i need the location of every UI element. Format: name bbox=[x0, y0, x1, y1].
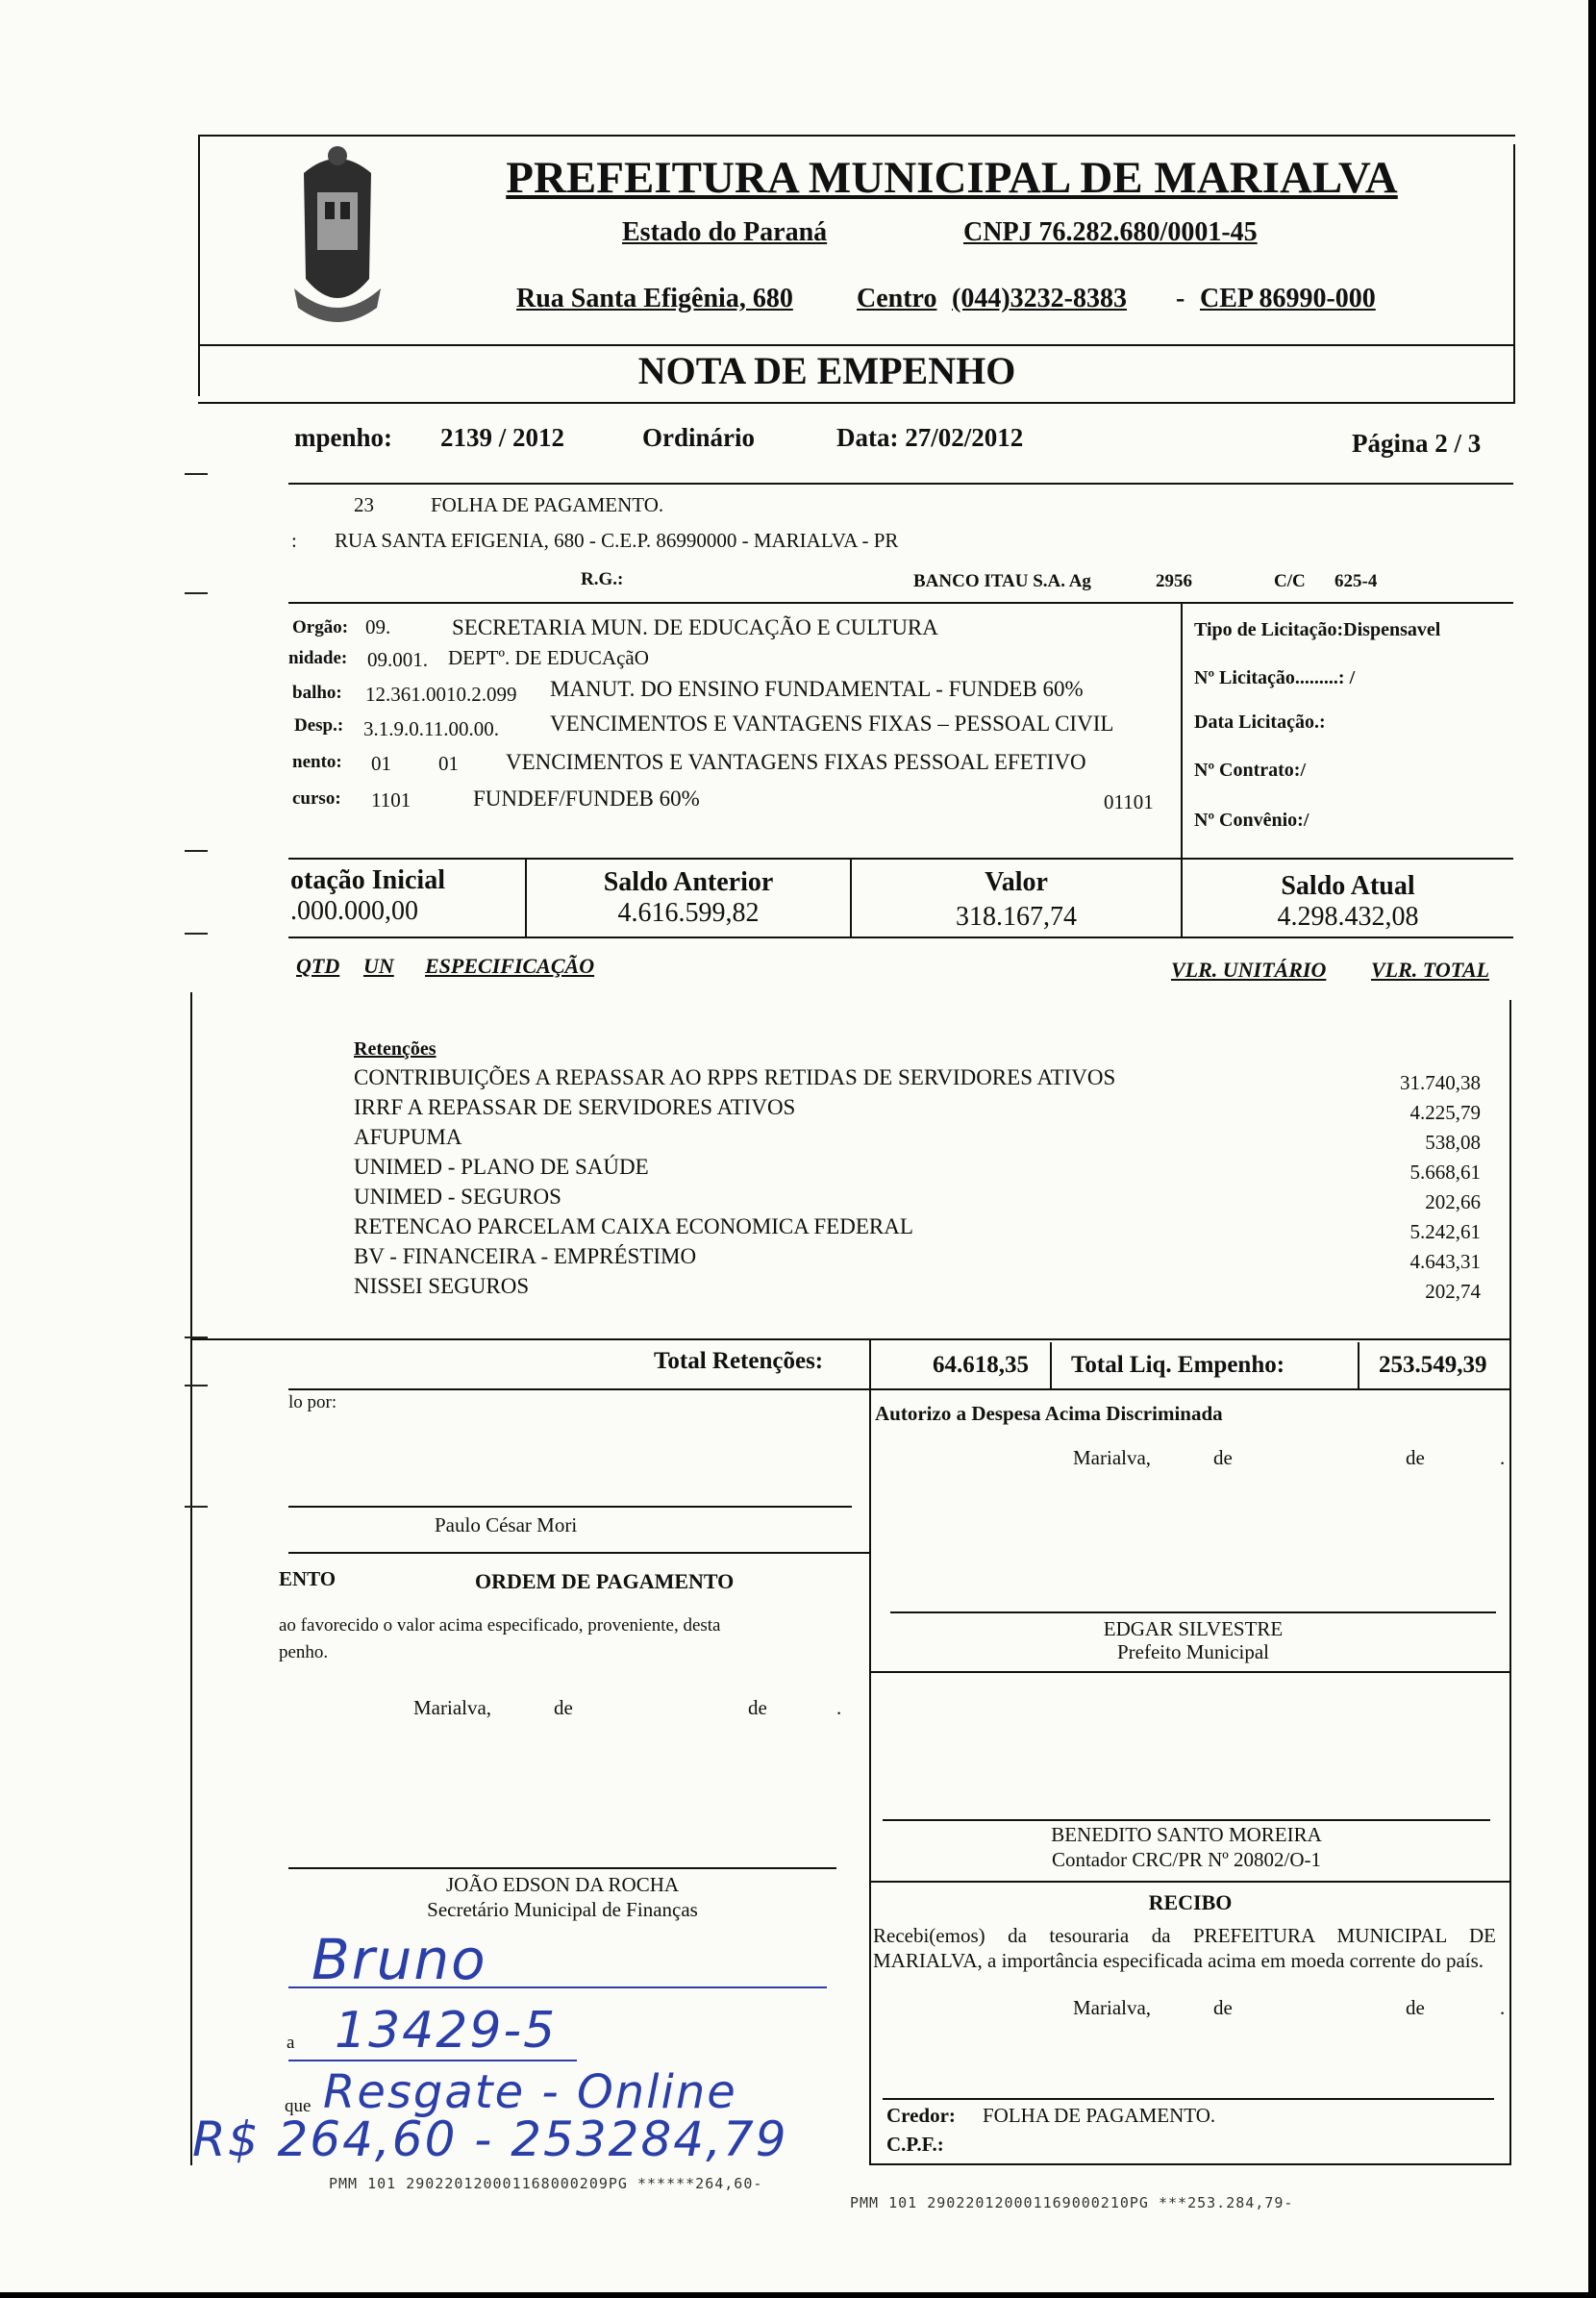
recurso-extra: 01101 bbox=[1104, 790, 1154, 813]
creditor-name: FOLHA DE PAGAMENTO. bbox=[431, 493, 664, 516]
recibo-de-1: de bbox=[1213, 1996, 1233, 2019]
ordem-text-2: penho. bbox=[279, 1642, 329, 1662]
saldo-anterior-value: 4.616.599,82 bbox=[617, 898, 760, 928]
contrato-number: Nº Contrato:/ bbox=[1194, 760, 1307, 781]
document-title: NOTA DE EMPENHO bbox=[637, 349, 1016, 392]
recibo-de-2: de bbox=[1406, 1996, 1425, 2019]
trabalho-label: balho: bbox=[292, 683, 342, 703]
creditor-code: 23 bbox=[354, 493, 374, 516]
unidade-label: nidade: bbox=[288, 648, 348, 668]
handwritten-amounts: R$ 264,60 - 253284,79 bbox=[192, 2111, 788, 2167]
convenio-number: Nº Convênio:/ bbox=[1194, 810, 1309, 831]
autorizo-city: Marialva, bbox=[1073, 1446, 1152, 1469]
licitacao-numero: Nº Licitação.........: / bbox=[1194, 667, 1356, 688]
ordem-text-1: ao favorecido o valor acima especificado, proveniente, desta bbox=[279, 1615, 721, 1636]
autorizo-de-2: de bbox=[1406, 1446, 1425, 1469]
cnpj: CNPJ 76.282.680/0001-45 bbox=[963, 217, 1258, 247]
bank-agency: 2956 bbox=[1156, 571, 1192, 591]
ordem-dot: . bbox=[836, 1696, 842, 1719]
saldo-anterior-label: Saldo Anterior bbox=[603, 867, 774, 897]
ta-label: a bbox=[287, 2033, 295, 2053]
valor-value: 318.167,74 bbox=[956, 902, 1077, 932]
autorizo-dot: . bbox=[1500, 1446, 1506, 1469]
ordem-pagamento-title: ORDEM DE PAGAMENTO bbox=[475, 1569, 735, 1593]
autorizo-despesa: Autorizo a Despesa Acima Discriminada bbox=[875, 1402, 1223, 1425]
orgao-code: 09. bbox=[365, 615, 391, 638]
footer-code-right: PMM 101 290220120001169000210PG ***253.284,79- bbox=[850, 2194, 1294, 2211]
cc-number: 625-4 bbox=[1334, 571, 1378, 591]
ento-label: ENTO bbox=[279, 1567, 337, 1590]
trabalho-code: 12.361.0010.2.099 bbox=[365, 683, 517, 706]
que-label: que bbox=[285, 2096, 312, 2116]
elemento-code-2: 01 bbox=[438, 752, 459, 775]
list-item: IRRF A REPASSAR DE SERVIDORES ATIVOS 4.225,79 bbox=[354, 1095, 1481, 1124]
col-qtd: QTD bbox=[296, 954, 340, 978]
finance-secretary-title: Secretário Municipal de Finanças bbox=[427, 1898, 698, 1921]
credor-value: FOLHA DE PAGAMENTO. bbox=[983, 2104, 1216, 2127]
recurso-code: 1101 bbox=[371, 788, 411, 812]
handwritten-rescue-note: Resgate - Online bbox=[323, 2065, 737, 2119]
ordem-de-1: de bbox=[554, 1696, 573, 1719]
orgao-name: SECRETARIA MUN. DE EDUCAÇÃO E CULTURA bbox=[452, 615, 938, 639]
creditor-address: RUA SANTA EFIGENIA, 680 - C.E.P. 86990000 - MARIALVA - PR bbox=[335, 529, 899, 552]
valor-label: Valor bbox=[985, 867, 1048, 897]
col-vlr-unitario: VLR. UNITÁRIO bbox=[1171, 958, 1327, 982]
ordem-de-2: de bbox=[748, 1696, 767, 1719]
empenho-number: 2139 / 2012 bbox=[440, 423, 565, 452]
cpf-label: C.P.F.: bbox=[886, 2133, 944, 2156]
accountant-title: Contador CRC/PR Nº 20802/O-1 bbox=[1051, 1848, 1322, 1871]
recibo-dot: . bbox=[1500, 1996, 1506, 2019]
por-label: lo por: bbox=[288, 1392, 337, 1412]
elemento-code-1: 01 bbox=[371, 752, 391, 775]
col-un: UN bbox=[363, 954, 394, 978]
footer-code-left: PMM 101 290220120001168000209PG ******264,60- bbox=[329, 2175, 763, 2192]
total-liquido-label: Total Liq. Empenho: bbox=[1071, 1352, 1285, 1378]
list-item: AFUPUMA 538,08 bbox=[354, 1125, 1481, 1154]
cep: CEP 86990-000 bbox=[1200, 284, 1376, 313]
mayor-title: Prefeito Municipal bbox=[1116, 1640, 1270, 1663]
despesa-label: Desp.: bbox=[294, 715, 344, 736]
total-retencoes-label: Total Retenções: bbox=[654, 1348, 824, 1374]
bank-name: BANCO ITAU S.A. Ag bbox=[913, 571, 1091, 591]
district: Centro bbox=[857, 284, 937, 313]
despesa-name: VENCIMENTOS E VANTAGENS FIXAS – PESSOAL CIVIL bbox=[550, 712, 1114, 736]
phone: (044)3232-8383 bbox=[952, 284, 1127, 313]
recurso-name: FUNDEF/FUNDEB 60% bbox=[473, 787, 700, 811]
state-name: Estado do Paraná bbox=[622, 217, 828, 247]
unidade-code: 09.001. bbox=[367, 648, 428, 671]
handwritten-account: 13429-5 bbox=[335, 2002, 558, 2060]
total-retencoes-value: 64.618,35 bbox=[933, 1352, 1029, 1378]
list-item: RETENCAO PARCELAM CAIXA ECONOMICA FEDERAL 5.242,61 bbox=[354, 1214, 1481, 1243]
autorizo-de-1: de bbox=[1213, 1446, 1233, 1469]
list-item: UNIMED - SEGUROS 202,66 bbox=[354, 1185, 1481, 1213]
total-liquido-value: 253.549,39 bbox=[1379, 1352, 1487, 1378]
rg-label: R.G.: bbox=[581, 569, 624, 589]
elemento-name: VENCIMENTOS E VANTAGENS FIXAS PESSOAL EFETIVO bbox=[506, 750, 1086, 774]
separator: - bbox=[1176, 284, 1185, 313]
trabalho-name: MANUT. DO ENSINO FUNDAMENTAL - FUNDEB 60% bbox=[550, 677, 1084, 701]
orgao-label: Orgão: bbox=[292, 617, 349, 637]
recibo-text: Recebi(emos) da tesouraria da PREFEITURA MUNICIPAL DE MARIALVA, a importância especificada acima em moeda corrente do país. bbox=[873, 1924, 1496, 1972]
empenho-date: Data: 27/02/2012 bbox=[836, 423, 1024, 452]
accountant-name: BENEDITO SANTO MOREIRA bbox=[1051, 1823, 1322, 1846]
licitacao-data: Data Licitação.: bbox=[1194, 712, 1326, 733]
saldo-atual-label: Saldo Atual bbox=[1281, 871, 1415, 901]
mayor-name: EDGAR SILVESTRE bbox=[1103, 1617, 1284, 1640]
page-number: Página 2 / 3 bbox=[1352, 429, 1482, 458]
dotacao-inicial-label: otação Inicial bbox=[290, 865, 445, 895]
recurso-label: curso: bbox=[292, 788, 341, 809]
list-item: CONTRIBUIÇÕES A REPASSAR AO RPPS RETIDAS DE SERVIDORES ATIVOS 31.740,38 bbox=[354, 1065, 1481, 1094]
list-item: UNIMED - PLANO DE SAÚDE 5.668,61 bbox=[354, 1155, 1481, 1184]
retencoes-list bbox=[354, 1065, 1481, 1304]
list-item: NISSEI SEGUROS 202,74 bbox=[354, 1274, 1481, 1303]
dotacao-inicial-value: .000.000,00 bbox=[290, 896, 418, 926]
recibo-city: Marialva, bbox=[1073, 1996, 1152, 2019]
retencoes-title: Retenções bbox=[354, 1038, 436, 1060]
elemento-label: nento: bbox=[292, 752, 342, 772]
municipality-title: PREFEITURA MUNICIPAL DE MARIALVA bbox=[506, 153, 1398, 203]
signer-paulo: Paulo César Mori bbox=[435, 1513, 578, 1536]
empenho-label: mpenho: bbox=[294, 423, 393, 452]
handwritten-name: Bruno bbox=[312, 1927, 487, 1992]
recibo-title: RECIBO bbox=[1148, 1890, 1233, 1914]
col-especificacao: ESPECIFICAÇÃO bbox=[425, 954, 595, 978]
unidade-name: DEPTº. DE EDUCAçãO bbox=[448, 646, 649, 669]
despesa-code: 3.1.9.0.11.00.00. bbox=[363, 717, 499, 740]
ordem-city: Marialva, bbox=[413, 1696, 492, 1719]
list-item: BV - FINANCEIRA - EMPRÉSTIMO 4.643,31 bbox=[354, 1244, 1481, 1273]
cc-label: C/C bbox=[1274, 571, 1306, 591]
col-vlr-total: VLR. TOTAL bbox=[1371, 958, 1490, 982]
saldo-atual-value: 4.298.432,08 bbox=[1277, 902, 1419, 932]
finance-secretary-name: JOÃO EDSON DA ROCHA bbox=[445, 1873, 680, 1896]
licitacao-tipo: Tipo de Licitação:Dispensavel bbox=[1194, 619, 1441, 640]
address: Rua Santa Efigênia, 680 bbox=[516, 284, 793, 313]
credor-label: Credor: bbox=[886, 2104, 956, 2127]
creditor-address-label: : bbox=[291, 529, 297, 552]
empenho-type: Ordinário bbox=[642, 423, 756, 452]
coat-of-arms-logo bbox=[285, 135, 390, 337]
